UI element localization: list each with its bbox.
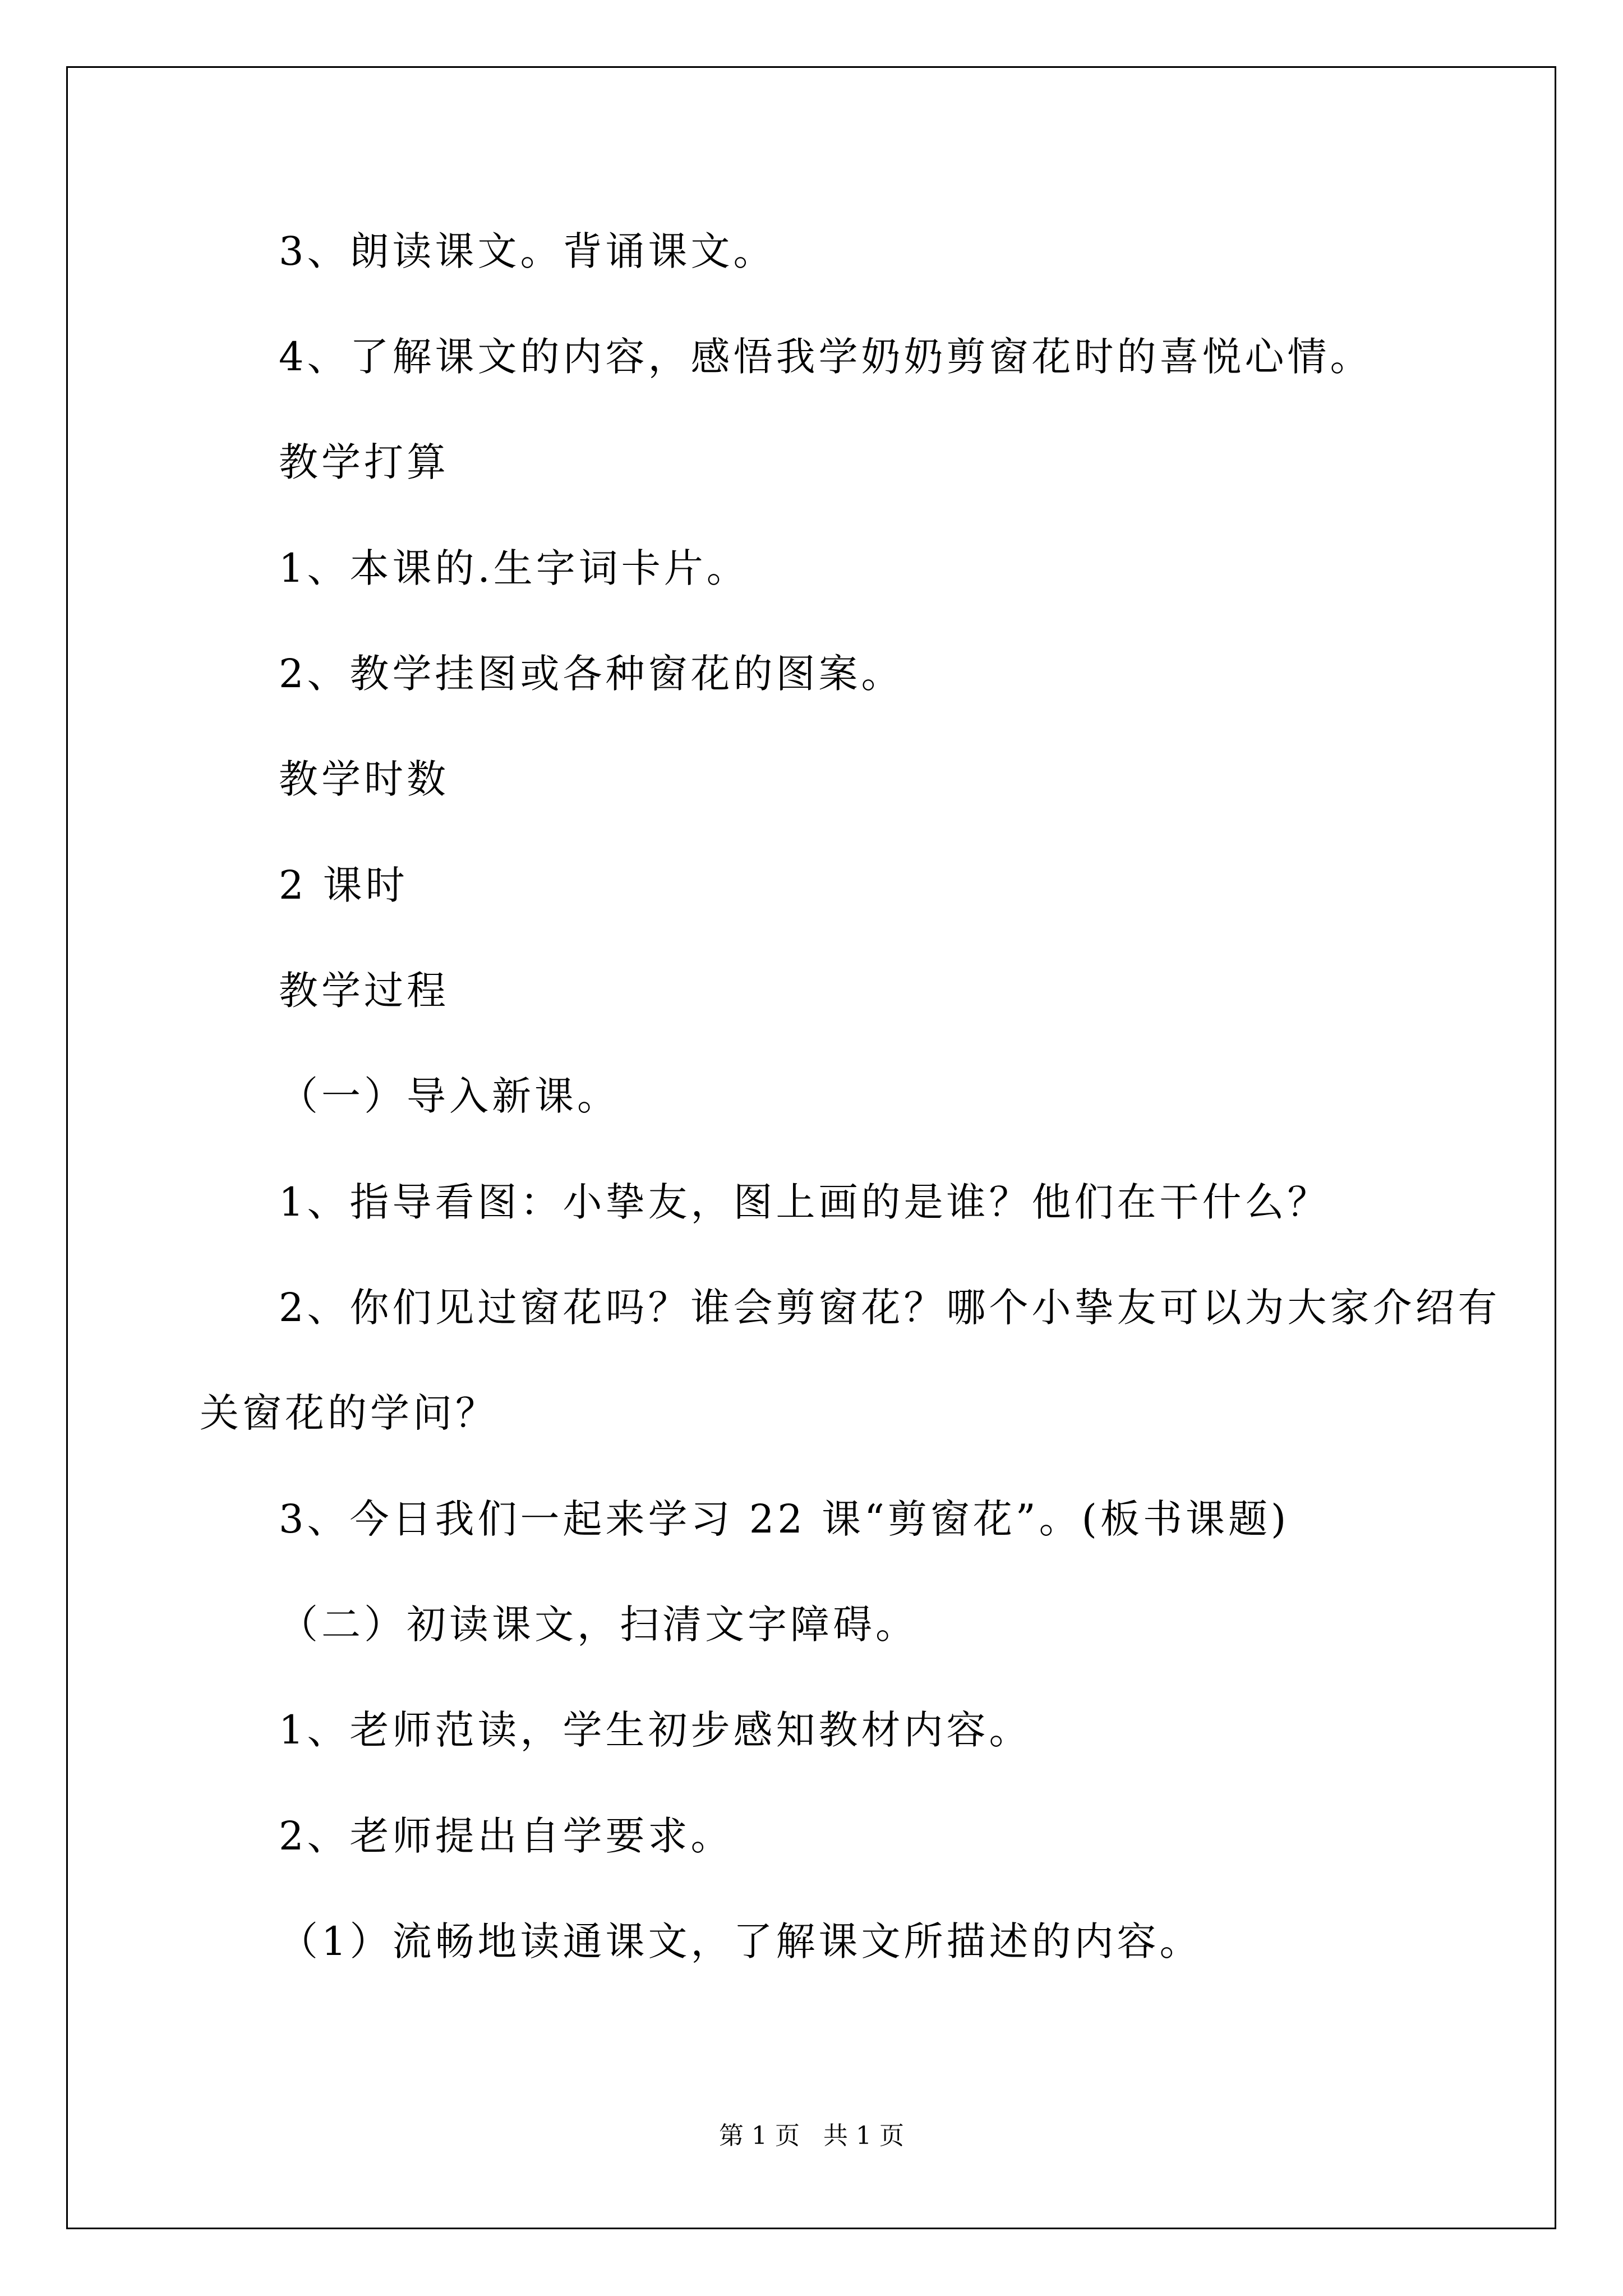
text-line: 4、了解课文的内容，感悟我学奶奶剪窗花时的喜悦心情。 [279, 334, 1373, 380]
text-line: 关窗花的学问？ [200, 1390, 498, 1436]
page-frame [66, 66, 1556, 2229]
text-line: 2、教学挂图或各种窗花的图案。 [279, 651, 904, 697]
text-line: （二）初读课文，扫清文字障碍。 [279, 1602, 918, 1648]
text-line: 教学时数 [279, 756, 449, 802]
text-line: 1、本课的.生字词卡片。 [279, 545, 749, 591]
text-line: 1、指导看图：小挚友，图上画的是谁？他们在干什么？ [279, 1179, 1330, 1225]
text-line: （一）导入新课。 [279, 1073, 620, 1119]
text-line: 2、你们见过窗花吗？谁会剪窗花？哪个小挚友可以为大家介绍有 [279, 1285, 1501, 1331]
text-line: 教学过程 [279, 968, 449, 1014]
text-line: （1）流畅地读通课文，了解课文所描述的内容。 [279, 1918, 1202, 1964]
text-line: 教学打算 [279, 439, 449, 485]
text-line: 3、朗读课文。背诵课文。 [279, 228, 776, 274]
page-footer: 第 1 页 共 1 页 [719, 2122, 904, 2150]
text-line: 2 课时 [279, 862, 408, 908]
text-line: 3、今日我们一起来学习 22 课“剪窗花”。(板书课题) [279, 1496, 1290, 1542]
text-line: 1、老师范读，学生初步感知教材内容。 [279, 1707, 1032, 1753]
text-line: 2、老师提出自学要求。 [279, 1813, 734, 1859]
